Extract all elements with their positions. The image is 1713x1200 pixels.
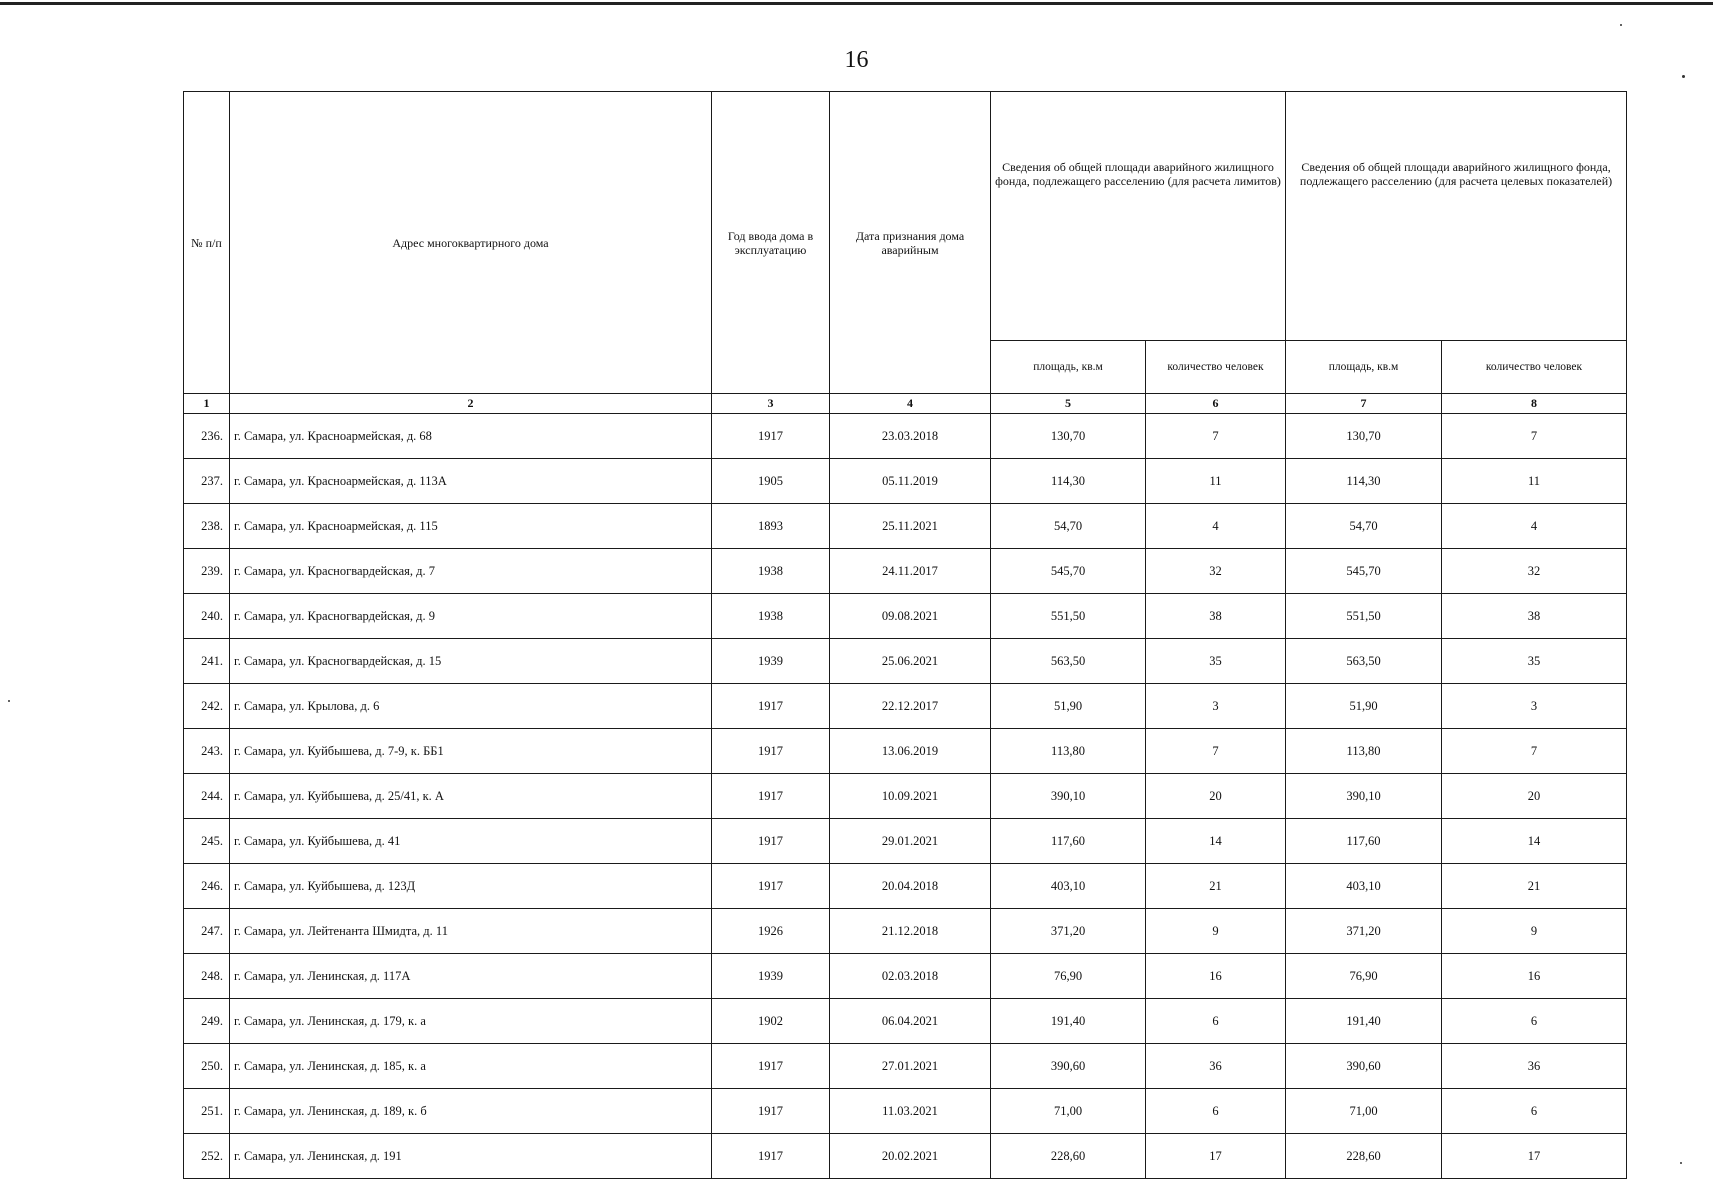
area-targets-cell: 76,90: [1286, 954, 1442, 999]
row-number: 236.: [184, 414, 230, 459]
table-row: [184, 909, 1627, 954]
people-targets-cell: 35: [1442, 639, 1627, 684]
people-targets-cell: 17: [1442, 1134, 1627, 1179]
table-row: [184, 1134, 1627, 1179]
date-cell: 20.04.2018: [830, 864, 991, 909]
people-limits-cell: 38: [1146, 594, 1286, 639]
area-targets-cell: 130,70: [1286, 414, 1442, 459]
area-targets-cell: 113,80: [1286, 729, 1442, 774]
people-targets-cell: 6: [1442, 999, 1627, 1044]
table-row: [184, 1089, 1627, 1134]
column-number: 1: [184, 394, 230, 414]
area-targets-cell: 390,60: [1286, 1044, 1442, 1089]
area-targets-cell: 551,50: [1286, 594, 1442, 639]
header-year: Год ввода дома в эксплуатацию: [712, 92, 830, 394]
people-targets-cell: 7: [1442, 729, 1627, 774]
date-cell: 13.06.2019: [830, 729, 991, 774]
table-row: [184, 864, 1627, 909]
date-cell: 24.11.2017: [830, 549, 991, 594]
people-limits-cell: 4: [1146, 504, 1286, 549]
column-number: 2: [230, 394, 712, 414]
column-number: 8: [1442, 394, 1627, 414]
row-number: 238.: [184, 504, 230, 549]
address-cell: г. Самара, ул. Ленинская, д. 185, к. а: [230, 1044, 712, 1089]
page-number: 16: [844, 47, 869, 73]
row-number: 239.: [184, 549, 230, 594]
people-targets-cell: 7: [1442, 414, 1627, 459]
address-cell: г. Самара, ул. Красноармейская, д. 113А: [230, 459, 712, 504]
year-cell: 1926: [712, 909, 830, 954]
people-targets-cell: 6: [1442, 1089, 1627, 1134]
area-targets-cell: 54,70: [1286, 504, 1442, 549]
row-number: 243.: [184, 729, 230, 774]
scan-speck: [1680, 1162, 1682, 1164]
subheader-people-targets: количество человек: [1442, 341, 1627, 394]
table-row: [184, 504, 1627, 549]
year-cell: 1939: [712, 639, 830, 684]
table-row: [184, 414, 1627, 459]
subheader-people-limits: количество человек: [1146, 341, 1286, 394]
people-limits-cell: 32: [1146, 549, 1286, 594]
date-cell: 09.08.2021: [830, 594, 991, 639]
scan-speck: [8, 700, 10, 702]
row-number: 250.: [184, 1044, 230, 1089]
table-row: [184, 774, 1627, 819]
header-number: № п/п: [184, 92, 230, 394]
date-cell: 11.03.2021: [830, 1089, 991, 1134]
column-number: 5: [991, 394, 1146, 414]
year-cell: 1917: [712, 1044, 830, 1089]
address-cell: г. Самара, ул. Куйбышева, д. 41: [230, 819, 712, 864]
people-limits-cell: 6: [1146, 1089, 1286, 1134]
people-targets-cell: 20: [1442, 774, 1627, 819]
year-cell: 1917: [712, 1134, 830, 1179]
people-limits-cell: 7: [1146, 414, 1286, 459]
area-limits-cell: 76,90: [991, 954, 1146, 999]
year-cell: 1917: [712, 1089, 830, 1134]
address-cell: г. Самара, ул. Красногвардейская, д. 9: [230, 594, 712, 639]
row-number: 242.: [184, 684, 230, 729]
column-number: 3: [712, 394, 830, 414]
area-limits-cell: 71,00: [991, 1089, 1146, 1134]
people-limits-cell: 17: [1146, 1134, 1286, 1179]
date-cell: 25.11.2021: [830, 504, 991, 549]
area-targets-cell: 545,70: [1286, 549, 1442, 594]
year-cell: 1917: [712, 684, 830, 729]
people-targets-cell: 32: [1442, 549, 1627, 594]
row-number: 248.: [184, 954, 230, 999]
area-limits-cell: 551,50: [991, 594, 1146, 639]
row-number: 240.: [184, 594, 230, 639]
year-cell: 1902: [712, 999, 830, 1044]
column-number: 7: [1286, 394, 1442, 414]
header-address: Адрес многоквартирного дома: [230, 92, 712, 394]
row-number: 249.: [184, 999, 230, 1044]
table-row: [184, 819, 1627, 864]
year-cell: 1938: [712, 594, 830, 639]
table-row: [184, 459, 1627, 504]
row-number: 252.: [184, 1134, 230, 1179]
year-cell: 1917: [712, 414, 830, 459]
date-cell: 25.06.2021: [830, 639, 991, 684]
header-date: Дата признания дома аварийным: [830, 92, 991, 394]
area-targets-cell: 71,00: [1286, 1089, 1442, 1134]
column-number: 6: [1146, 394, 1286, 414]
address-cell: г. Самара, ул. Красногвардейская, д. 15: [230, 639, 712, 684]
area-limits-cell: 191,40: [991, 999, 1146, 1044]
table-row: [184, 594, 1627, 639]
table-row: [184, 1044, 1627, 1089]
address-cell: г. Самара, ул. Ленинская, д. 189, к. б: [230, 1089, 712, 1134]
people-targets-cell: 3: [1442, 684, 1627, 729]
column-number-row: [184, 394, 1627, 414]
people-limits-cell: 3: [1146, 684, 1286, 729]
area-limits-cell: 563,50: [991, 639, 1146, 684]
housing-register-table: [183, 91, 1627, 1179]
row-number: 246.: [184, 864, 230, 909]
people-targets-cell: 16: [1442, 954, 1627, 999]
area-targets-cell: 371,20: [1286, 909, 1442, 954]
area-targets-cell: 563,50: [1286, 639, 1442, 684]
date-cell: 20.02.2021: [830, 1134, 991, 1179]
address-cell: г. Самара, ул. Ленинская, д. 117А: [230, 954, 712, 999]
area-limits-cell: 54,70: [991, 504, 1146, 549]
people-targets-cell: 9: [1442, 909, 1627, 954]
people-limits-cell: 36: [1146, 1044, 1286, 1089]
address-cell: г. Самара, ул. Куйбышева, д. 123Д: [230, 864, 712, 909]
top-rule: [0, 2, 1713, 5]
table-row: [184, 954, 1627, 999]
date-cell: 06.04.2021: [830, 999, 991, 1044]
date-cell: 10.09.2021: [830, 774, 991, 819]
date-cell: 02.03.2018: [830, 954, 991, 999]
header-group-targets: Сведения об общей площади аварийного жилищного фонда, подлежащего расселению (для расчета целевых показателей): [1286, 92, 1627, 341]
address-cell: г. Самара, ул. Красноармейская, д. 68: [230, 414, 712, 459]
row-number: 241.: [184, 639, 230, 684]
date-cell: 21.12.2018: [830, 909, 991, 954]
date-cell: 27.01.2021: [830, 1044, 991, 1089]
row-number: 247.: [184, 909, 230, 954]
table-row: [184, 999, 1627, 1044]
year-cell: 1917: [712, 864, 830, 909]
people-limits-cell: 7: [1146, 729, 1286, 774]
people-targets-cell: 38: [1442, 594, 1627, 639]
area-limits-cell: 113,80: [991, 729, 1146, 774]
people-limits-cell: 9: [1146, 909, 1286, 954]
area-limits-cell: 371,20: [991, 909, 1146, 954]
scan-speck: [1620, 24, 1622, 26]
people-limits-cell: 21: [1146, 864, 1286, 909]
people-targets-cell: 21: [1442, 864, 1627, 909]
area-limits-cell: 114,30: [991, 459, 1146, 504]
row-number: 237.: [184, 459, 230, 504]
area-limits-cell: 545,70: [991, 549, 1146, 594]
year-cell: 1917: [712, 819, 830, 864]
address-cell: г. Самара, ул. Куйбышева, д. 25/41, к. А: [230, 774, 712, 819]
area-limits-cell: 117,60: [991, 819, 1146, 864]
address-cell: г. Самара, ул. Куйбышева, д. 7-9, к. ББ1: [230, 729, 712, 774]
address-cell: г. Самара, ул. Крылова, д. 6: [230, 684, 712, 729]
area-targets-cell: 51,90: [1286, 684, 1442, 729]
area-targets-cell: 403,10: [1286, 864, 1442, 909]
year-cell: 1917: [712, 729, 830, 774]
people-limits-cell: 11: [1146, 459, 1286, 504]
people-limits-cell: 16: [1146, 954, 1286, 999]
area-targets-cell: 390,10: [1286, 774, 1442, 819]
table-body: [184, 414, 1627, 1179]
area-targets-cell: 191,40: [1286, 999, 1442, 1044]
table-row: [184, 729, 1627, 774]
year-cell: 1893: [712, 504, 830, 549]
area-limits-cell: 228,60: [991, 1134, 1146, 1179]
address-cell: г. Самара, ул. Красногвардейская, д. 7: [230, 549, 712, 594]
people-limits-cell: 20: [1146, 774, 1286, 819]
year-cell: 1917: [712, 774, 830, 819]
year-cell: 1938: [712, 549, 830, 594]
header-group-limits: Сведения об общей площади аварийного жилищного фонда, подлежащего расселению (для расчета лимитов): [991, 92, 1286, 341]
area-limits-cell: 390,10: [991, 774, 1146, 819]
date-cell: 29.01.2021: [830, 819, 991, 864]
address-cell: г. Самара, ул. Лейтенанта Шмидта, д. 11: [230, 909, 712, 954]
date-cell: 05.11.2019: [830, 459, 991, 504]
area-limits-cell: 130,70: [991, 414, 1146, 459]
area-limits-cell: 403,10: [991, 864, 1146, 909]
people-targets-cell: 36: [1442, 1044, 1627, 1089]
area-limits-cell: 390,60: [991, 1044, 1146, 1089]
area-limits-cell: 51,90: [991, 684, 1146, 729]
address-cell: г. Самара, ул. Красноармейская, д. 115: [230, 504, 712, 549]
people-targets-cell: 4: [1442, 504, 1627, 549]
people-targets-cell: 11: [1442, 459, 1627, 504]
table-row: [184, 684, 1627, 729]
date-cell: 23.03.2018: [830, 414, 991, 459]
people-limits-cell: 35: [1146, 639, 1286, 684]
row-number: 245.: [184, 819, 230, 864]
table-row: [184, 639, 1627, 684]
year-cell: 1905: [712, 459, 830, 504]
subheader-area-targets: площадь, кв.м: [1286, 341, 1442, 394]
people-targets-cell: 14: [1442, 819, 1627, 864]
area-targets-cell: 114,30: [1286, 459, 1442, 504]
date-cell: 22.12.2017: [830, 684, 991, 729]
subheader-area-limits: площадь, кв.м: [991, 341, 1146, 394]
row-number: 251.: [184, 1089, 230, 1134]
header-row: [184, 92, 1627, 341]
row-number: 244.: [184, 774, 230, 819]
scan-speck: [1682, 75, 1685, 78]
address-cell: г. Самара, ул. Ленинская, д. 179, к. а: [230, 999, 712, 1044]
address-cell: г. Самара, ул. Ленинская, д. 191: [230, 1134, 712, 1179]
people-limits-cell: 6: [1146, 999, 1286, 1044]
area-targets-cell: 228,60: [1286, 1134, 1442, 1179]
table-row: [184, 549, 1627, 594]
year-cell: 1939: [712, 954, 830, 999]
column-number: 4: [830, 394, 991, 414]
people-limits-cell: 14: [1146, 819, 1286, 864]
area-targets-cell: 117,60: [1286, 819, 1442, 864]
